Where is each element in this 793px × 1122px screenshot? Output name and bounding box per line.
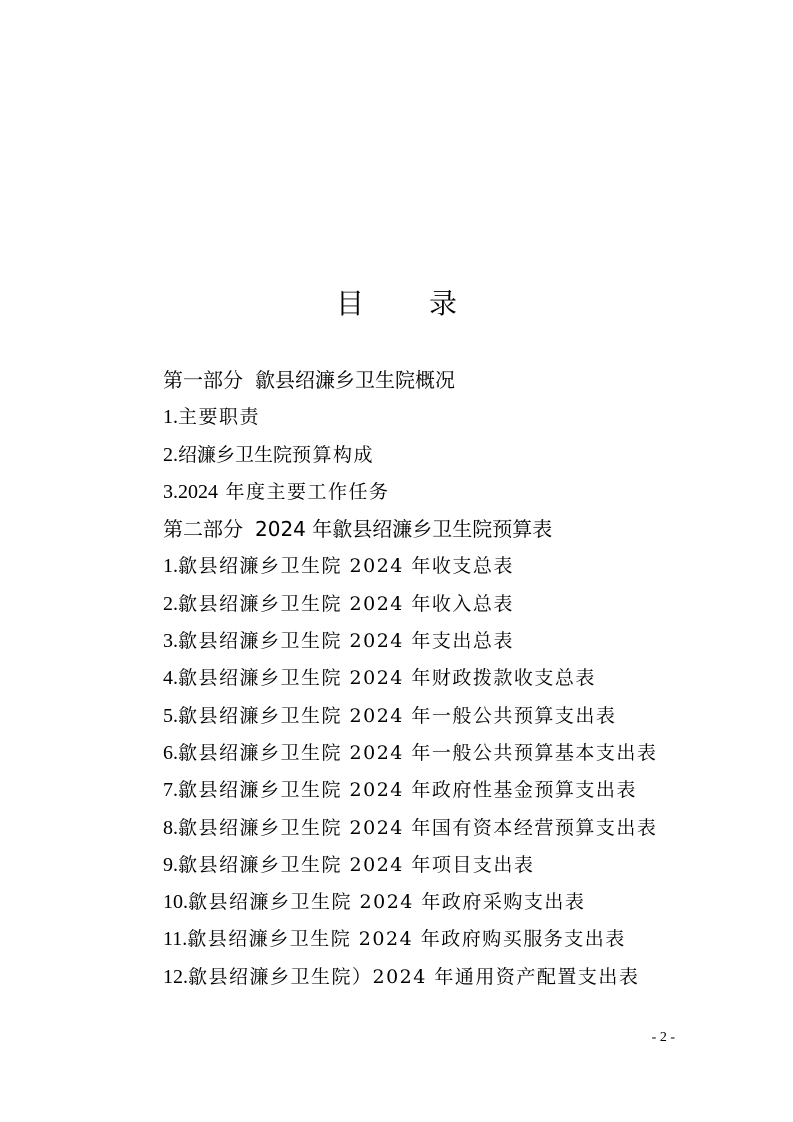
toc-item-number: 3.2024 <box>163 480 218 503</box>
toc-item-number: 3. <box>163 630 178 653</box>
toc-item-text: 歙县绍濂乡卫生院）2024 年通用资产配置支出表 <box>188 965 640 988</box>
toc-item-2-3 <box>163 623 723 660</box>
toc-item-text: 年度主要工作任务 <box>218 480 390 503</box>
toc-item-text: 歙县绍濂乡卫生院 2024 年支出总表 <box>178 630 514 653</box>
toc-item-number: 6. <box>163 741 178 764</box>
toc-part-1-label: 第一部分 <box>163 368 243 392</box>
toc-item-2-1 <box>163 548 723 585</box>
toc-item-number: 9. <box>163 853 178 876</box>
toc-item-number: 12. <box>163 965 188 988</box>
toc-item-number: 1. <box>163 555 178 578</box>
toc-part-2-title: 2024 年歙县绍濂乡卫生院预算表 <box>255 517 553 542</box>
toc-item-2-7 <box>163 772 723 809</box>
toc-item-bold-text: 绍濂乡卫生院 <box>178 443 293 466</box>
toc-part-1-title: 歙县绍濂乡卫生院概况 <box>255 368 455 392</box>
toc-item-text: 歙县绍濂乡卫生院 2024 年财政拨款收支总表 <box>178 667 596 690</box>
toc-item-text: 歙县绍濂乡卫生院 2024 年项目支出表 <box>178 853 535 876</box>
toc-item-2-4 <box>163 660 723 697</box>
toc-part-1 <box>163 362 723 399</box>
toc-item-number: 2. <box>163 443 178 466</box>
table-of-contents <box>163 362 723 996</box>
toc-item-number: 1. <box>163 406 178 429</box>
toc-item-text: 预算构成 <box>292 443 375 466</box>
toc-item-2-9 <box>163 847 723 884</box>
toc-item-text: 歙县绍濂乡卫生院 2024 年政府性基金预算支出表 <box>178 779 637 802</box>
toc-item-number: 5. <box>163 704 178 727</box>
toc-item-2-10 <box>163 884 723 921</box>
toc-item-number: 10. <box>163 891 188 914</box>
toc-item-text: 歙县绍濂乡卫生院 2024 年国有资本经营预算支出表 <box>178 816 658 839</box>
toc-item-number: 7. <box>163 779 178 802</box>
toc-item-number: 4. <box>163 667 178 690</box>
toc-part-2 <box>163 511 723 548</box>
toc-item-number: 8. <box>163 816 178 839</box>
toc-item-2-12 <box>163 959 723 996</box>
toc-item-2-5 <box>163 698 723 735</box>
toc-item-2-6 <box>163 735 723 772</box>
toc-item-text: 歙县绍濂乡卫生院 2024 年收支总表 <box>178 555 514 578</box>
toc-item-1-2 <box>163 437 723 474</box>
toc-part-2-label: 第二部分 <box>163 517 243 542</box>
toc-item-number: 2. <box>163 592 178 615</box>
toc-item-text: 主要职责 <box>178 406 261 429</box>
page-title: 目 录 <box>336 287 485 320</box>
toc-item-1-3 <box>163 474 723 511</box>
toc-item-number: 11. <box>163 928 188 951</box>
toc-item-text: 歙县绍濂乡卫生院 2024 年一般公共预算基本支出表 <box>178 741 658 764</box>
toc-item-text: 歙县绍濂乡卫生院 2024 年收入总表 <box>178 592 514 615</box>
toc-item-2-8 <box>163 810 723 847</box>
toc-item-text: 歙县绍濂乡卫生院 2024 年政府购买服务支出表 <box>187 928 626 951</box>
toc-item-1-1 <box>163 399 723 436</box>
toc-item-2-2 <box>163 586 723 623</box>
toc-item-text: 歙县绍濂乡卫生院 2024 年政府采购支出表 <box>188 891 586 914</box>
toc-item-2-11 <box>163 921 723 958</box>
toc-item-text: 歙县绍濂乡卫生院 2024 年一般公共预算支出表 <box>178 704 617 727</box>
page-number: - 2 - <box>651 1030 675 1045</box>
